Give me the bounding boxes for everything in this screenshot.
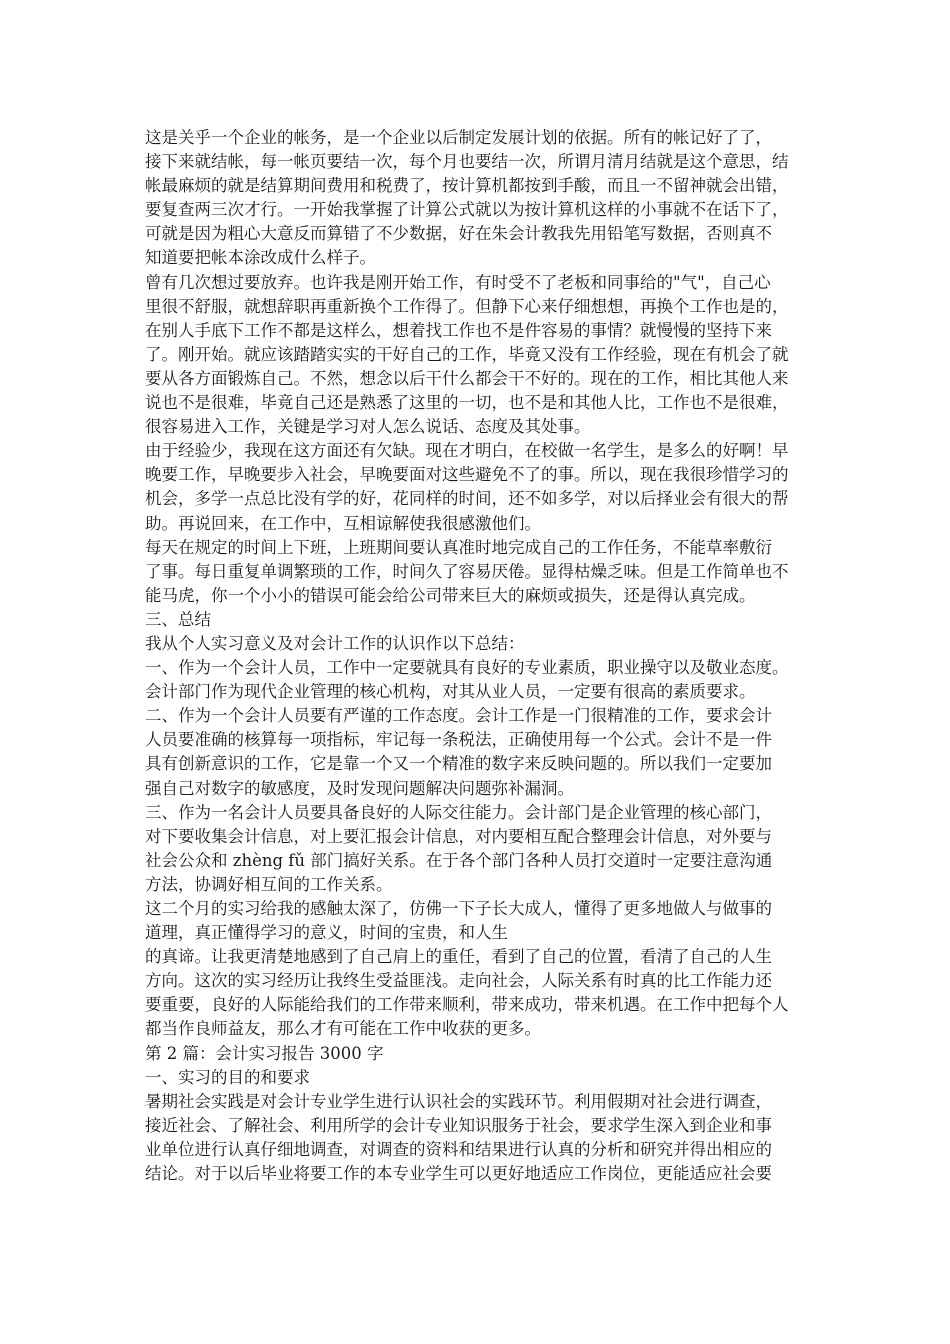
- text-line: 方向。这次的实习经历让我终生受益匪浅。走向社会，人际关系有时真的比工作能力还: [145, 971, 772, 991]
- text-line: 在别人手底下工作不都是这样么，想着找工作也不是件容易的事情？就慢慢的坚持下来: [145, 320, 772, 340]
- text-line: 曾有几次想过要放弃。也许我是刚开始工作，有时受不了老板和同事给的"气"，自己心: [145, 272, 771, 292]
- text-line: 道理，真正懂得学习的意义，时间的宝贵，和人生: [145, 923, 508, 943]
- text-line: 由于经验少，我现在这方面还有欠缺。现在才明白，在校做一名学生，是多么的好啊！早: [145, 441, 789, 461]
- text-line: 助。再说回来，在工作中，互相谅解使我很感激他们。: [145, 513, 541, 533]
- text-line: 业单位进行认真仔细地调查，对调查的资料和结果进行认真的分析和研究并得出相应的: [145, 1139, 772, 1159]
- text-line: 社会公众和 zhèng fǔ 部门搞好关系。在于各个部门各种人员打交道时一定要注意沟通: [145, 850, 773, 870]
- text-line: 接近社会、了解社会、利用所学的会计专业知识服务于社会，要求学生深入到企业和事: [145, 1115, 772, 1135]
- text-line: 要从各方面锻炼自己。不然，想念以后干什么都会干不好的。现在的工作，相比其他人来: [145, 368, 789, 388]
- text-line: 可就是因为粗心大意反而算错了不少数据，好在朱会计教我先用铅笔写数据，否则真不: [145, 224, 772, 244]
- text-line: 晚要工作，早晚要步入社会，早晚要面对这些避免不了的事。所以，现在我很珍惜学习的: [145, 465, 789, 485]
- text-line: 知道要把帐本涂改成什么样子。: [145, 248, 376, 268]
- text-line: 强自己对数字的敏感度，及时发现问题解决问题弥补漏洞。: [145, 778, 574, 798]
- text-line: 结论。对于以后毕业将要工作的本专业学生可以更好地适应工作岗位，更能适应社会要: [145, 1164, 772, 1184]
- text-line: 说也不是很难，毕竟自己还是熟悉了这里的一切，也不是和其他人比，工作也不是很难，: [145, 393, 789, 413]
- text-line: 具有创新意识的工作，它是靠一个又一个精准的数字来反映问题的。所以我们一定要加: [145, 754, 772, 774]
- text-line: 了。刚开始。就应该踏踏实实的干好自己的工作，毕竟又没有工作经验，现在有机会了就: [145, 344, 789, 364]
- text-line: 我从个人实习意义及对会计工作的认识作以下总结：: [145, 633, 525, 653]
- text-line: 了事。每日重复单调繁琐的工作，时间久了容易厌倦。显得枯燥乏味。但是工作简单也不: [145, 561, 789, 581]
- text-line: 能马虎，你一个小小的错误可能会给公司带来巨大的麻烦或损失，还是得认真完成。: [145, 585, 756, 605]
- text-line: 帐最麻烦的就是结算期间费用和税费了，按计算机都按到手酸，而且一不留神就会出错，: [145, 176, 789, 196]
- text-line: 都当作良师益友，那么才有可能在工作中收获的更多。: [145, 1019, 541, 1039]
- text-line: 很容易进入工作，关键是学习对人怎么说话、态度及其处事。: [145, 417, 591, 437]
- text-line: 二、作为一个会计人员要有严谨的工作态度。会计工作是一门很精准的工作，要求会计: [145, 706, 772, 726]
- document-body: [145, 126, 813, 1186]
- chapter-heading: 第 2 篇：会计实习报告 3000 字: [145, 1043, 384, 1063]
- section-heading: 一、实习的目的和要求: [145, 1067, 310, 1087]
- text-line: 这是关乎一个企业的帐务，是一个企业以后制定发展计划的依据。所有的帐记好了了，: [145, 128, 772, 147]
- text-line: 这二个月的实习给我的感触太深了，仿佛一下子长大成人，懂得了更多地做人与做事的: [145, 899, 772, 918]
- text-line: 会计部门作为现代企业管理的核心机构，对其从业人员，一定要有很高的素质要求。: [145, 682, 756, 702]
- text-line: 每天在规定的时间上下班，上班期间要认真准时地完成自己的工作任务，不能草率敷衍: [145, 537, 772, 557]
- text-line: 要复查两三次才行。一开始我掌握了计算公式就以为按计算机这样的小事就不在话下了，: [145, 200, 789, 220]
- text-line: 方法，协调好相互间的工作关系。: [145, 874, 393, 894]
- text-line: 人员要准确的核算每一项指标，牢记每一条税法，正确使用每一个公式。会计不是一件: [145, 730, 772, 750]
- text-line: 对下要收集会计信息，对上要汇报会计信息，对内要相互配合整理会计信息，对外要与: [145, 826, 772, 846]
- text-line: 要重要，良好的人际能给我们的工作带来顺利，带来成功，带来机遇。在工作中把每个人: [145, 995, 789, 1015]
- text-line: 机会，多学一点总比没有学的好，花同样的时间，还不如多学，对以后择业会有很大的帮: [145, 489, 789, 509]
- text-line: 一、作为一个会计人员，工作中一定要就具有良好的专业素质，职业操守以及敬业态度。: [145, 658, 789, 678]
- text-line: 三、作为一名会计人员要具备良好的人际交往能力。会计部门是企业管理的核心部门，: [145, 802, 772, 822]
- text-line: 暑期社会实践是对会计专业学生进行认识社会的实践环节。利用假期对社会进行调查，: [145, 1091, 772, 1111]
- text-line: 接下来就结帐，每一帐页要结一次，每个月也要结一次，所谓月清月结就是这个意思，结: [145, 152, 789, 172]
- text-line: 的真谛。让我更清楚地感到了自己肩上的重任，看到了自己的位置，看清了自己的人生: [145, 947, 772, 967]
- text-line: 里很不舒服，就想辞职再重新换个工作得了。但静下心来仔细想想，再换个工作也是的，: [145, 296, 789, 316]
- section-heading: 三、总结: [145, 609, 211, 629]
